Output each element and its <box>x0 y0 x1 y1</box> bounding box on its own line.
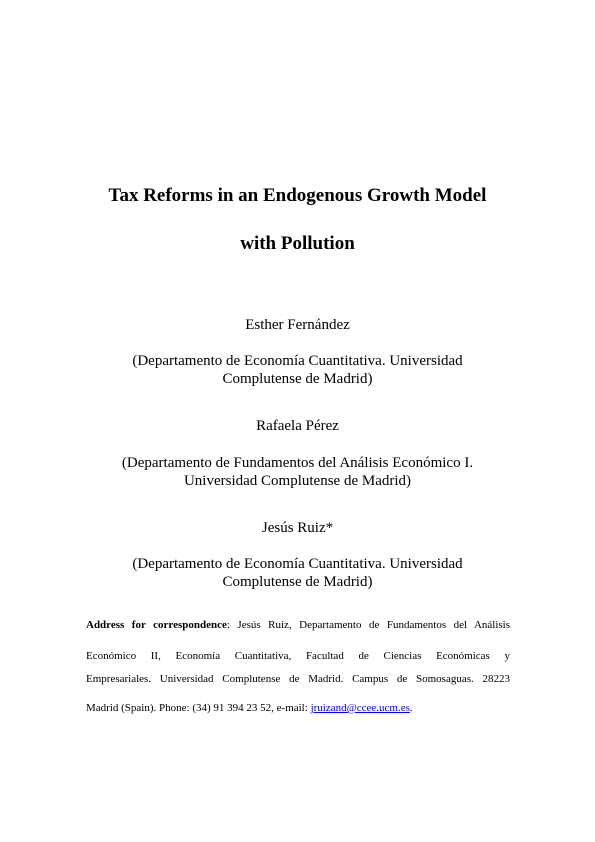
affiliation-2-line-2: Universidad Complutense de Madrid) <box>183 473 412 489</box>
correspondence-line-4 <box>86 701 510 715</box>
affiliation-3-line-1: (Departamento de Economía Cuantitativa. Universidad <box>132 556 463 572</box>
correspondence-line-4-text: Madrid (Spain). Phone: (34) 91 394 23 52, e-mail: <box>86 702 311 714</box>
affiliation-1-line-1: (Departamento de Economía Cuantitativa. Universidad <box>132 353 463 369</box>
paper-title-line-2: with Pollution <box>240 233 355 254</box>
correspondence-label: Address for correspondence <box>86 619 227 631</box>
author-affiliation-2 <box>90 454 505 490</box>
correspondence-line-1-text: : Jesús Ruiz, Departamento de Fundamentos del Análisis <box>226 619 510 631</box>
correspondence-line-3: Empresariales. Universidad Complutense de Madrid. Campus de Somosaguas. 28223 <box>86 673 510 685</box>
affiliation-3-line-2: Complutense de Madrid) <box>222 574 373 590</box>
author-name-2: Rafaela Pérez <box>256 418 339 434</box>
affiliation-1-line-2: Complutense de Madrid) <box>222 371 373 387</box>
affiliation-2-line-1: (Departamento de Fundamentos del Análisis Económico I. <box>121 455 474 471</box>
author-name-3: Jesús Ruiz* <box>261 520 334 536</box>
author-affiliation-1 <box>95 352 500 388</box>
paper-title-line-1: Tax Reforms in an Endogenous Growth Model <box>108 185 487 206</box>
correspondence-line-2: Económico II, Economía Cuantitativa, Facultad de Ciencias Económicas y <box>86 650 510 662</box>
correspondence-line-1 <box>86 618 510 632</box>
correspondence-line-4-suffix: . <box>409 702 413 714</box>
email-link[interactable]: jruizand@ccee.ucm.es <box>310 702 410 714</box>
author-affiliation-3 <box>95 555 500 591</box>
author-name-1: Esther Fernández <box>245 317 350 333</box>
